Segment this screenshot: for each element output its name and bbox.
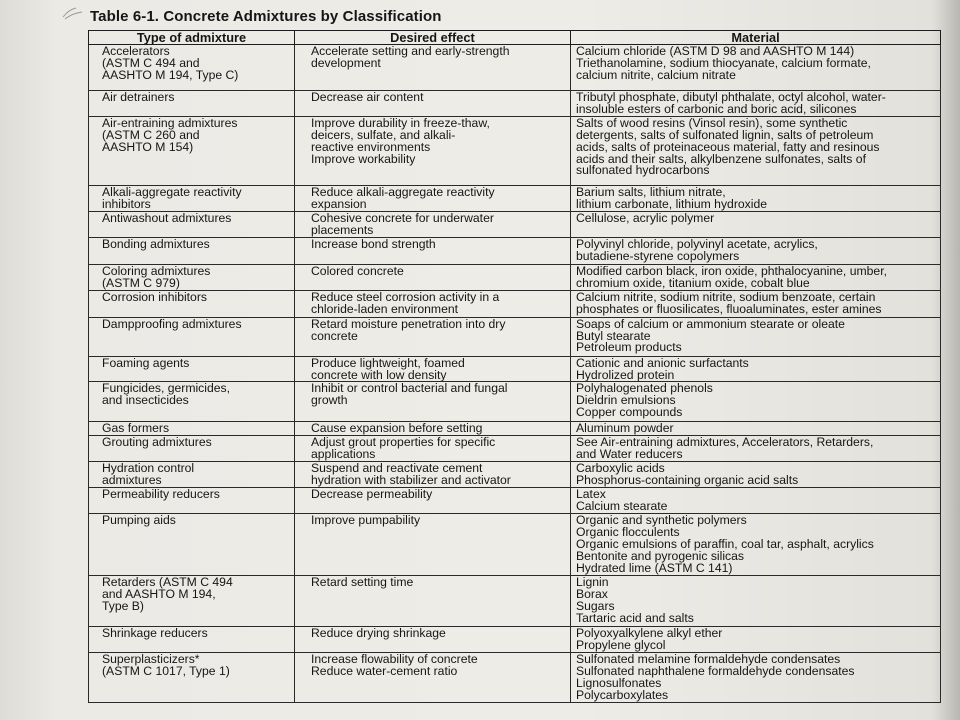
cell-type: Grouting admixtures [89,436,295,462]
cell-effect: Suspend and reactivate cement hydration with stabilizer and activator [295,462,571,488]
table-row [89,462,941,488]
cell-type: Superplasticizers* (ASTM C 1017, Type 1) [89,653,295,703]
cell-type: Fungicides, germicides, and insecticides [89,382,295,422]
cell-type: Alkali-aggregate reactivity inhibitors [89,185,295,211]
pencil-mark-icon [62,6,84,20]
cell-material: Barium salts, lithium nitrate, lithium carbonate, lithium hydroxide [571,185,941,211]
cell-material: Salts of wood resins (Vinsol resin), some synthetic detergents, salts of sulfonated lignin, salts of petroleum acids, salts of proteinaceous material, fatty and resinous acids and their salts, alkylbenzene sulfonates, salts of sulfonated hydrocarbons [571,116,941,185]
cell-type: Coloring admixtures (ASTM C 979) [89,264,295,290]
cell-effect: Reduce alkali-aggregate reactivity expansion [295,185,571,211]
cell-effect: Adjust grout properties for specific applications [295,436,571,462]
cell-type: Permeability reducers [89,488,295,514]
table-row [89,382,941,422]
table-row [89,356,941,382]
table-body [89,45,941,703]
cell-type: Shrinkage reducers [89,627,295,653]
cell-material: Modified carbon black, iron oxide, phthalocyanine, umber, chromium oxide, titanium oxide, cobalt blue [571,264,941,290]
cell-type: Hydration control admixtures [89,462,295,488]
table-row [89,317,941,356]
cell-material: Polyoxyalkylene alkyl ether Propylene glycol [571,627,941,653]
table-row [89,653,941,703]
cell-effect: Increase flowability of concrete Reduce water-cement ratio [295,653,571,703]
cell-material: Cationic and anionic surfactants Hydrolized protein [571,356,941,382]
cell-effect: Retard moisture penetration into dry concrete [295,317,571,356]
cell-effect: Decrease air content [295,91,571,117]
table-row [89,185,941,211]
table-row [89,264,941,290]
cell-effect: Inhibit or control bacterial and fungal growth [295,382,571,422]
cell-type: Air detrainers [89,91,295,117]
cell-type: Gas formers [89,422,295,436]
table-row [89,290,941,317]
table-row [89,237,941,264]
cell-effect: Colored concrete [295,264,571,290]
header-type: Type of admixture [89,31,295,45]
cell-effect: Improve durability in freeze-thaw, deicers, sulfate, and alkali- reactive environments Improve workability [295,116,571,185]
cell-material: Polyhalogenated phenols Dieldrin emulsions Copper compounds [571,382,941,422]
cell-effect: Decrease permeability [295,488,571,514]
table-row [89,436,941,462]
cell-material: Sulfonated melamine formaldehyde condensates Sulfonated naphthalene formaldehyde condensates Lignosulfonates Polycarboxylates [571,653,941,703]
table-row [89,211,941,237]
cell-type: Retarders (ASTM C 494 and AASHTO M 194, Type B) [89,576,295,627]
cell-effect: Produce lightweight, foamed concrete with low density [295,356,571,382]
document-page [88,8,940,703]
cell-material: Aluminum powder [571,422,941,436]
table-row [89,514,941,576]
cell-material: Organic and synthetic polymers Organic flocculents Organic emulsions of paraffin, coal tar, asphalt, acrylics Bentonite and pyrogenic silicas Hydrated lime (ASTM C 141) [571,514,941,576]
table-header-row [89,31,941,45]
cell-material: Calcium chloride (ASTM D 98 and AASHTO M 144) Triethanolamine, sodium thiocyanate, calcium formate, calcium nitrite, calcium nitrate [571,45,941,91]
cell-effect: Reduce steel corrosion activity in a chloride-laden environment [295,290,571,317]
cell-type: Accelerators (ASTM C 494 and AASHTO M 194, Type C) [89,45,295,91]
cell-effect: Cohesive concrete for underwater placements [295,211,571,237]
cell-type: Air-entraining admixtures (ASTM C 260 and AASHTO M 154) [89,116,295,185]
cell-material: Carboxylic acids Phosphorus-containing organic acid salts [571,462,941,488]
cell-type: Dampproofing admixtures [89,317,295,356]
cell-effect: Increase bond strength [295,237,571,264]
table-row [89,576,941,627]
cell-material: See Air-entraining admixtures, Accelerators, Retarders, and Water reducers [571,436,941,462]
table-row [89,422,941,436]
cell-type: Pumping aids [89,514,295,576]
cell-material: Lignin Borax Sugars Tartaric acid and salts [571,576,941,627]
cell-type: Foaming agents [89,356,295,382]
table-title: Table 6-1. Concrete Admixtures by Classification [90,8,442,25]
cell-type: Antiwashout admixtures [89,211,295,237]
cell-type: Corrosion inhibitors [89,290,295,317]
cell-material: Cellulose, acrylic polymer [571,211,941,237]
header-material: Material [571,31,941,45]
cell-effect: Cause expansion before setting [295,422,571,436]
cell-material: Tributyl phosphate, dibutyl phthalate, octyl alcohol, water- insoluble esters of carbonic and boric acid, silicones [571,91,941,117]
cell-material: Latex Calcium stearate [571,488,941,514]
cell-effect: Accelerate setting and early-strength development [295,45,571,91]
table-row [89,488,941,514]
admixture-table [88,30,941,703]
cell-material: Calcium nitrite, sodium nitrite, sodium benzoate, certain phosphates or fluosilicates, fluoaluminates, ester amines [571,290,941,317]
cell-type: Bonding admixtures [89,237,295,264]
table-row [89,91,941,117]
header-effect: Desired effect [295,31,571,45]
cell-effect: Retard setting time [295,576,571,627]
cell-effect: Reduce drying shrinkage [295,627,571,653]
cell-material: Soaps of calcium or ammonium stearate or oleate Butyl stearate Petroleum products [571,317,941,356]
table-row [89,627,941,653]
table-row [89,116,941,185]
table-row [89,45,941,91]
cell-effect: Improve pumpability [295,514,571,576]
cell-material: Polyvinyl chloride, polyvinyl acetate, acrylics, butadiene-styrene copolymers [571,237,941,264]
